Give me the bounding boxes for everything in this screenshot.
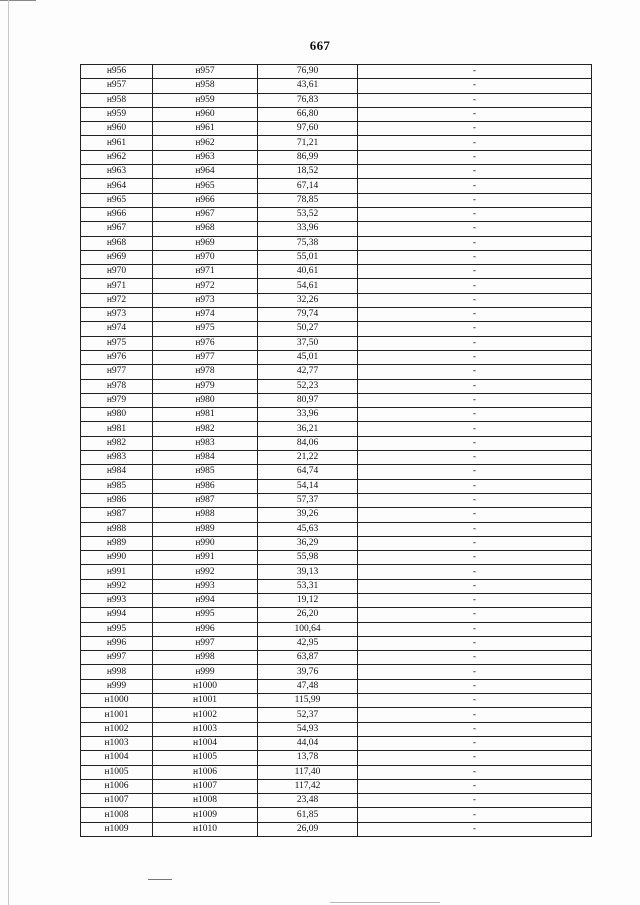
table-row [81,65,592,79]
point-to-cell: н997 [153,636,258,650]
distance-cell: 71,21 [258,136,358,150]
point-from-cell: н995 [81,622,153,636]
point-to-cell: н998 [153,651,258,665]
distance-cell: 57,37 [258,493,358,507]
table-row [81,822,592,836]
point-to-cell: н989 [153,522,258,536]
point-from-cell: н989 [81,536,153,550]
note-cell: - [358,250,592,264]
table-row [81,451,592,465]
table-row [81,694,592,708]
point-to-cell: н973 [153,293,258,307]
point-to-cell: н974 [153,308,258,322]
distance-cell: 37,50 [258,336,358,350]
note-cell: - [358,393,592,407]
note-cell: - [358,665,592,679]
point-to-cell: н1010 [153,822,258,836]
table-row [81,565,592,579]
note-cell: - [358,465,592,479]
point-from-cell: н985 [81,479,153,493]
note-cell: - [358,165,592,179]
point-from-cell: н974 [81,322,153,336]
point-to-cell: н991 [153,551,258,565]
note-cell: - [358,422,592,436]
note-cell: - [358,65,592,79]
table-row [81,222,592,236]
distance-cell: 26,09 [258,822,358,836]
table-row [81,393,592,407]
note-cell: - [358,222,592,236]
point-from-cell: н966 [81,207,153,221]
point-from-cell: н967 [81,222,153,236]
table-row [81,207,592,221]
distance-cell: 100,64 [258,622,358,636]
note-cell: - [358,794,592,808]
distance-cell: 64,74 [258,465,358,479]
point-to-cell: н987 [153,493,258,507]
point-from-cell: н993 [81,593,153,607]
point-to-cell: н960 [153,107,258,121]
distance-cell: 19,12 [258,593,358,607]
note-cell: - [358,708,592,722]
point-from-cell: н999 [81,679,153,693]
scan-corner-mark [0,0,36,1]
table-row [81,279,592,293]
note-cell: - [358,136,592,150]
point-from-cell: н972 [81,293,153,307]
table-row [81,322,592,336]
note-cell: - [358,679,592,693]
table-row [81,536,592,550]
point-from-cell: н987 [81,508,153,522]
note-cell: - [358,722,592,736]
table-row [81,465,592,479]
distance-cell: 47,48 [258,679,358,693]
distance-cell: 54,93 [258,722,358,736]
distance-cell: 55,01 [258,250,358,264]
distance-cell: 115,99 [258,694,358,708]
distance-cell: 80,97 [258,393,358,407]
note-cell: - [358,493,592,507]
point-to-cell: н957 [153,65,258,79]
point-from-cell: н970 [81,265,153,279]
point-to-cell: н1008 [153,794,258,808]
table-row [81,165,592,179]
table-row [81,636,592,650]
note-cell: - [358,336,592,350]
table-row [81,593,592,607]
point-to-cell: н1006 [153,765,258,779]
point-to-cell: н962 [153,136,258,150]
distance-cell: 18,52 [258,165,358,179]
table-row [81,522,592,536]
table-row [81,136,592,150]
point-from-cell: н1006 [81,779,153,793]
table-row [81,350,592,364]
distance-cell: 78,85 [258,193,358,207]
point-to-cell: н963 [153,150,258,164]
distance-cell: 33,96 [258,408,358,422]
point-from-cell: н1005 [81,765,153,779]
point-from-cell: н988 [81,522,153,536]
distance-cell: 84,06 [258,436,358,450]
point-from-cell: н965 [81,193,153,207]
table-row [81,179,592,193]
point-from-cell: н962 [81,150,153,164]
table-row [81,265,592,279]
distance-cell: 21,22 [258,451,358,465]
note-cell: - [358,522,592,536]
distance-cell: 42,95 [258,636,358,650]
note-cell: - [358,122,592,136]
table-row [81,708,592,722]
note-cell: - [358,822,592,836]
table-row [81,422,592,436]
point-to-cell: н988 [153,508,258,522]
point-from-cell: н963 [81,165,153,179]
point-from-cell: н996 [81,636,153,650]
point-to-cell: н995 [153,608,258,622]
note-cell: - [358,479,592,493]
table-row [81,122,592,136]
note-cell: - [358,207,592,221]
note-cell: - [358,150,592,164]
table-row [81,336,592,350]
point-to-cell: н978 [153,365,258,379]
table-row [81,107,592,121]
footer-rule [148,879,172,880]
point-to-cell: н958 [153,79,258,93]
point-to-cell: н982 [153,422,258,436]
distance-cell: 54,14 [258,479,358,493]
note-cell: - [358,408,592,422]
note-cell: - [358,608,592,622]
note-cell: - [358,536,592,550]
point-to-cell: н1002 [153,708,258,722]
point-from-cell: н980 [81,408,153,422]
note-cell: - [358,808,592,822]
table-row [81,436,592,450]
note-cell: - [358,436,592,450]
note-cell: - [358,350,592,364]
distance-cell: 45,63 [258,522,358,536]
table-row [81,579,592,593]
table-row [81,293,592,307]
note-cell: - [358,593,592,607]
distance-cell: 79,74 [258,308,358,322]
distance-cell: 44,04 [258,736,358,750]
note-cell: - [358,93,592,107]
distance-cell: 52,23 [258,379,358,393]
note-cell: - [358,579,592,593]
table-row [81,236,592,250]
point-from-cell: н958 [81,93,153,107]
point-to-cell: н993 [153,579,258,593]
boundary-points-table [80,64,592,837]
point-from-cell: н1000 [81,694,153,708]
point-from-cell: н964 [81,179,153,193]
table-row [81,622,592,636]
note-cell: - [358,551,592,565]
distance-cell: 33,96 [258,222,358,236]
point-to-cell: н985 [153,465,258,479]
point-from-cell: н992 [81,579,153,593]
point-to-cell: н969 [153,236,258,250]
point-to-cell: н999 [153,665,258,679]
distance-cell: 39,13 [258,565,358,579]
point-from-cell: н973 [81,308,153,322]
point-from-cell: н978 [81,379,153,393]
distance-cell: 13,78 [258,751,358,765]
point-from-cell: н982 [81,436,153,450]
table-row [81,794,592,808]
note-cell: - [358,279,592,293]
distance-cell: 67,14 [258,179,358,193]
point-from-cell: н1003 [81,736,153,750]
point-to-cell: н1000 [153,679,258,693]
point-from-cell: н1007 [81,794,153,808]
point-from-cell: н971 [81,279,153,293]
distance-cell: 40,61 [258,265,358,279]
point-to-cell: н972 [153,279,258,293]
distance-cell: 75,38 [258,236,358,250]
table-row [81,479,592,493]
note-cell: - [358,379,592,393]
point-from-cell: н1001 [81,708,153,722]
point-to-cell: н976 [153,336,258,350]
table-row [81,408,592,422]
note-cell: - [358,293,592,307]
point-to-cell: н970 [153,250,258,264]
point-to-cell: н984 [153,451,258,465]
point-to-cell: н983 [153,436,258,450]
table-row [81,736,592,750]
table-row [81,308,592,322]
note-cell: - [358,179,592,193]
distance-cell: 43,61 [258,79,358,93]
point-from-cell: н975 [81,336,153,350]
page-number: 667 [309,38,331,53]
distance-cell: 39,26 [258,508,358,522]
note-cell: - [358,751,592,765]
distance-cell: 50,27 [258,322,358,336]
point-from-cell: н984 [81,465,153,479]
point-from-cell: н959 [81,107,153,121]
distance-cell: 32,26 [258,293,358,307]
point-to-cell: н1007 [153,779,258,793]
point-from-cell: н1004 [81,751,153,765]
distance-cell: 55,98 [258,551,358,565]
note-cell: - [358,451,592,465]
point-from-cell: н957 [81,79,153,93]
table-body [81,65,592,837]
table-row [81,365,592,379]
table-row [81,679,592,693]
note-cell: - [358,636,592,650]
distance-cell: 52,37 [258,708,358,722]
table-row [81,508,592,522]
note-cell: - [358,565,592,579]
note-cell: - [358,736,592,750]
point-from-cell: н960 [81,122,153,136]
point-to-cell: н977 [153,350,258,364]
point-to-cell: н967 [153,207,258,221]
distance-cell: 97,60 [258,122,358,136]
distance-cell: 63,87 [258,651,358,665]
note-cell: - [358,765,592,779]
point-from-cell: н983 [81,451,153,465]
distance-cell: 26,20 [258,608,358,622]
note-cell: - [358,107,592,121]
point-from-cell: н998 [81,665,153,679]
note-cell: - [358,622,592,636]
table-row [81,79,592,93]
point-from-cell: н981 [81,422,153,436]
point-from-cell: н979 [81,393,153,407]
distance-cell: 86,99 [258,150,358,164]
table-row [81,751,592,765]
point-to-cell: н965 [153,179,258,193]
note-cell: - [358,322,592,336]
point-to-cell: н980 [153,393,258,407]
table-row [81,250,592,264]
point-from-cell: н991 [81,565,153,579]
distance-cell: 76,90 [258,65,358,79]
point-to-cell: н964 [153,165,258,179]
distance-cell: 42,77 [258,365,358,379]
point-to-cell: н992 [153,565,258,579]
point-to-cell: н979 [153,379,258,393]
table-row [81,779,592,793]
distance-cell: 36,29 [258,536,358,550]
scan-bottom-mark [330,902,440,903]
point-to-cell: н968 [153,222,258,236]
point-from-cell: н976 [81,350,153,364]
note-cell: - [358,265,592,279]
distance-cell: 54,61 [258,279,358,293]
point-to-cell: н981 [153,408,258,422]
point-from-cell: н986 [81,493,153,507]
note-cell: - [358,193,592,207]
note-cell: - [358,508,592,522]
point-to-cell: н1009 [153,808,258,822]
table-row [81,551,592,565]
distance-cell: 117,40 [258,765,358,779]
distance-cell: 61,85 [258,808,358,822]
note-cell: - [358,694,592,708]
point-to-cell: н975 [153,322,258,336]
table-row [81,722,592,736]
table-row [81,765,592,779]
table-row [81,93,592,107]
point-to-cell: н1003 [153,722,258,736]
distance-cell: 53,52 [258,207,358,221]
point-from-cell: н968 [81,236,153,250]
distance-cell: 45,01 [258,350,358,364]
distance-cell: 39,76 [258,665,358,679]
point-from-cell: н969 [81,250,153,264]
note-cell: - [358,236,592,250]
point-to-cell: н996 [153,622,258,636]
note-cell: - [358,365,592,379]
distance-cell: 76,83 [258,93,358,107]
distance-cell: 53,31 [258,579,358,593]
scan-left-edge [8,0,9,905]
table-row [81,379,592,393]
table-row [81,193,592,207]
point-to-cell: н961 [153,122,258,136]
point-from-cell: н977 [81,365,153,379]
note-cell: - [358,79,592,93]
point-to-cell: н994 [153,593,258,607]
table-row [81,150,592,164]
point-from-cell: н1002 [81,722,153,736]
note-cell: - [358,779,592,793]
point-from-cell: н1008 [81,808,153,822]
point-to-cell: н971 [153,265,258,279]
table-row [81,651,592,665]
point-from-cell: н956 [81,65,153,79]
point-to-cell: н990 [153,536,258,550]
distance-cell: 36,21 [258,422,358,436]
note-cell: - [358,308,592,322]
point-to-cell: н1005 [153,751,258,765]
point-to-cell: н966 [153,193,258,207]
point-to-cell: н986 [153,479,258,493]
point-from-cell: н994 [81,608,153,622]
distance-cell: 66,80 [258,107,358,121]
table-row [81,665,592,679]
point-from-cell: н1009 [81,822,153,836]
point-to-cell: н1004 [153,736,258,750]
distance-cell: 23,48 [258,794,358,808]
distance-cell: 117,42 [258,779,358,793]
point-to-cell: н959 [153,93,258,107]
table-row [81,608,592,622]
table-row [81,808,592,822]
point-from-cell: н961 [81,136,153,150]
point-to-cell: н1001 [153,694,258,708]
table-row [81,493,592,507]
point-from-cell: н997 [81,651,153,665]
note-cell: - [358,651,592,665]
point-from-cell: н990 [81,551,153,565]
